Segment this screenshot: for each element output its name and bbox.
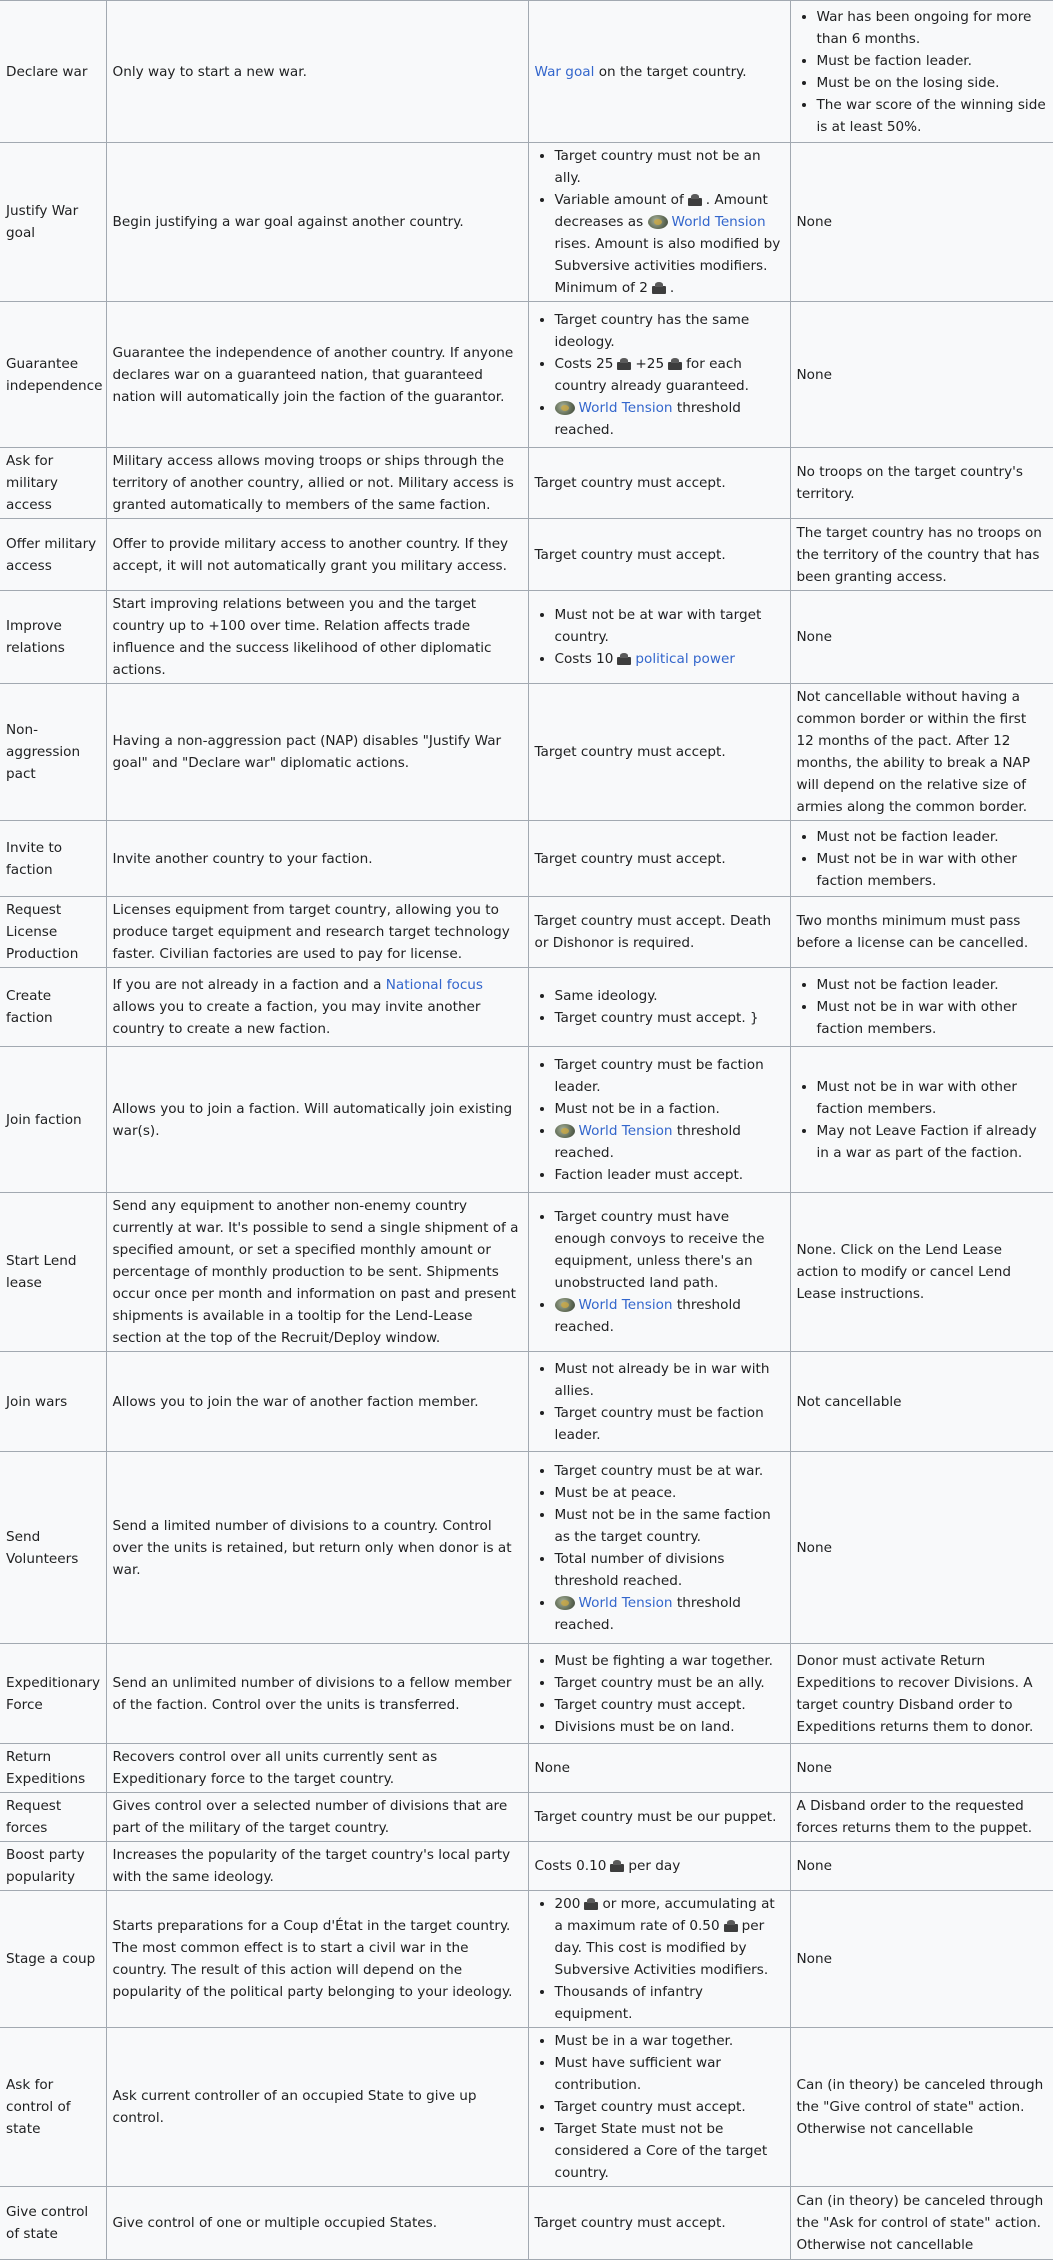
action-cell: Request forces	[0, 1793, 106, 1842]
list-item: • Target country must be at war.	[555, 1460, 784, 1482]
requirements-cell: Target country must accept.	[528, 448, 790, 519]
action-cell: Invite to faction	[0, 821, 106, 897]
list-item: • Target country must accept.	[555, 1694, 784, 1716]
political-power-icon	[723, 1919, 739, 1932]
world-tension-link[interactable]: World Tension	[578, 1122, 673, 1139]
requirements-cell	[528, 1891, 790, 2028]
national-focus-link[interactable]: National focus	[385, 977, 484, 993]
description-cell: Invite another country to your faction.	[106, 821, 528, 897]
table-row	[0, 143, 1053, 302]
action-cell: Start Lend lease	[0, 1193, 106, 1352]
cancel-cell: None	[790, 1452, 1053, 1644]
description-cell: If you are not already in a faction and a National focus allows you to create a faction, you may invite another country to create a new faction.	[106, 968, 528, 1047]
table-row	[0, 821, 1053, 897]
list-item: • World Tension threshold reached.	[555, 397, 784, 441]
table-row	[0, 684, 1053, 821]
table-row	[0, 1744, 1053, 1793]
world-tension-icon	[555, 401, 575, 415]
list-item: • Target State must not be considered a Core of the target country.	[555, 2118, 784, 2184]
war-goal-link[interactable]: War goal	[534, 63, 595, 80]
political-power-icon	[616, 652, 632, 665]
description-cell: Starts preparations for a Coup d'État in the target country. The most common effect is to start a civil war in the country. The result of this action will depend on the popularity of the political party belonging to your ideology.	[106, 1891, 528, 2028]
requirements-cell: Costs 0.10 per day	[528, 1842, 790, 1891]
requirements-cell: None	[528, 1744, 790, 1793]
requirements-cell: Target country must accept.	[528, 684, 790, 821]
list-item: • 200 or more, accumulating at a maximum rate of 0.50 per day. This cost is modified by Subversive Activities modifiers.	[555, 1893, 784, 1981]
list-item: • Same ideology.	[555, 985, 784, 1007]
cancel-cell: None. Click on the Lend Lease action to modify or cancel Lend Lease instructions.	[790, 1193, 1053, 1352]
list-item: • Must be faction leader.	[817, 50, 1048, 72]
description-cell: Licenses equipment from target country, allowing you to produce target equipment and research target technology faster. Civilian factories are used to pay for license.	[106, 897, 528, 968]
requirements-cell: Target country must accept.	[528, 519, 790, 591]
action-cell: Improve relations	[0, 591, 106, 684]
description-cell: Having a non-aggression pact (NAP) disables "Justify War goal" and "Declare war" diplomatic actions.	[106, 684, 528, 821]
table-row	[0, 1452, 1053, 1644]
table-row	[0, 519, 1053, 591]
table-row	[0, 1, 1053, 143]
table-row	[0, 1352, 1053, 1452]
list-item: • Thousands of infantry equipment.	[555, 1981, 784, 2025]
list-item: • Variable amount of . Amount decreases as World Tension rises. Amount is also modified by Subversive activities modifiers. Minimum of 2 .	[555, 189, 784, 299]
table-row	[0, 1891, 1053, 2028]
table-row	[0, 1047, 1053, 1193]
cancel-cell: Not cancellable without having a common border or within the first 12 months of the pact. After 12 months, the ability to break a NAP will depend on the relative size of armies along the common border.	[790, 684, 1053, 821]
list-item: • Target country must accept.	[555, 2096, 784, 2118]
political-power-icon	[609, 1859, 625, 1872]
cancel-cell: Not cancellable	[790, 1352, 1053, 1452]
world-tension-link[interactable]: World Tension	[671, 214, 766, 230]
description-cell: Ask current controller of an occupied State to give up control.	[106, 2028, 528, 2187]
action-cell: Declare war	[0, 1, 106, 143]
list-item: • Faction leader must accept.	[555, 1164, 784, 1186]
world-tension-icon	[555, 1124, 575, 1138]
cancel-cell: None	[790, 302, 1053, 448]
table-row	[0, 302, 1053, 448]
requirements-cell: Target country must accept.	[528, 821, 790, 897]
list-item: • May not Leave Faction if already in a war as part of the faction.	[817, 1120, 1048, 1164]
action-cell: Return Expeditions	[0, 1744, 106, 1793]
cancel-cell: Can (in theory) be canceled through the "Give control of state" action. Otherwise not cancellable	[790, 2028, 1053, 2187]
action-cell: Join wars	[0, 1352, 106, 1452]
action-cell: Stage a coup	[0, 1891, 106, 2028]
cancel-cell: None	[790, 143, 1053, 302]
action-cell: Non-aggression pact	[0, 684, 106, 821]
world-tension-icon	[648, 215, 668, 229]
world-tension-icon	[555, 1298, 575, 1312]
list-item: • Must be on the losing side.	[817, 72, 1048, 94]
list-item: • Must not already be in war with allies.	[555, 1358, 784, 1402]
requirements-cell: Target country must be our puppet.	[528, 1793, 790, 1842]
description-cell: Send an unlimited number of divisions to a fellow member of the faction. Control over the units is transferred.	[106, 1644, 528, 1744]
description-cell: Guarantee the independence of another country. If anyone declares war on a guaranteed nation, that guaranteed nation will automatically join the faction of the guarantor.	[106, 302, 528, 448]
list-item: • Target country must be faction leader.	[555, 1054, 784, 1098]
list-item: • Target country must be an ally.	[555, 1672, 784, 1694]
requirements-cell	[528, 1452, 790, 1644]
description-cell: Start improving relations between you and the target country up to +100 over time. Relation affects trade influence and the success likelihood of other diplomatic actions.	[106, 591, 528, 684]
list-item: • World Tension threshold reached.	[555, 1592, 784, 1636]
requirements-cell	[528, 2028, 790, 2187]
political-power-icon	[616, 357, 632, 370]
list-item: • War has been ongoing for more than 6 months.	[817, 6, 1048, 50]
table-row	[0, 2187, 1053, 2260]
list-item: • The war score of the winning side is at least 50%.	[817, 94, 1048, 138]
description-cell: Send any equipment to another non-enemy country currently at war. It's possible to send a single shipment of a specified amount, or set a specified monthly amount or percentage of monthly production to be sent. Shipments occur once per month and information on past and present shipments is available in a tooltip for the Lend-Lease section at the top of the Recruit/Deploy window.	[106, 1193, 528, 1352]
description-cell: Military access allows moving troops or ships through the territory of another country, allied or not. Military access is granted automatically to members of the same faction.	[106, 448, 528, 519]
description-cell: Give control of one or multiple occupied States.	[106, 2187, 528, 2260]
list-item: • Must be in a war together.	[555, 2030, 784, 2052]
list-item: • Costs 25 +25 for each country already guaranteed.	[555, 353, 784, 397]
description-cell: Recovers control over all units currently sent as Expeditionary force to the target country.	[106, 1744, 528, 1793]
list-item: • Must not be at war with target country.	[555, 604, 784, 648]
list-item: • Must be at peace.	[555, 1482, 784, 1504]
cancel-cell: None	[790, 591, 1053, 684]
political-power-icon	[583, 1897, 599, 1910]
cancel-cell: None	[790, 1891, 1053, 2028]
cancel-cell: None	[790, 1842, 1053, 1891]
requirements-cell	[528, 143, 790, 302]
table-row	[0, 1644, 1053, 1744]
cancel-cell: None	[790, 1744, 1053, 1793]
description-cell: Allows you to join the war of another faction member.	[106, 1352, 528, 1452]
list-item: • Must not be faction leader.	[817, 974, 1048, 996]
list-item: • Must not be in the same faction as the target country.	[555, 1504, 784, 1548]
cancel-cell: Two months minimum must pass before a license can be cancelled.	[790, 897, 1053, 968]
list-item: • Must not be in war with other faction members.	[817, 848, 1048, 892]
table-row	[0, 2028, 1053, 2187]
requirements-cell	[528, 1193, 790, 1352]
requirements-cell: Target country must accept. Death or Dishonor is required.	[528, 897, 790, 968]
description-cell: Begin justifying a war goal against another country.	[106, 143, 528, 302]
description-cell: Increases the popularity of the target country's local party with the same ideology.	[106, 1842, 528, 1891]
requirements-cell	[528, 302, 790, 448]
description-cell: Send a limited number of divisions to a country. Control over the units is retained, but return only when donor is at war.	[106, 1452, 528, 1644]
action-cell: Ask for control of state	[0, 2028, 106, 2187]
cancel-cell: A Disband order to the requested forces returns them to the puppet.	[790, 1793, 1053, 1842]
list-item: • Must not be in war with other faction members.	[817, 1076, 1048, 1120]
list-item: • World Tension threshold reached.	[555, 1120, 784, 1164]
requirements-cell: Target country must accept.	[528, 2187, 790, 2260]
list-item: • Divisions must be on land.	[555, 1716, 784, 1738]
list-item: • Must have sufficient war contribution.	[555, 2052, 784, 2096]
list-item: • Target country must have enough convoys to receive the equipment, unless there's an unobstructed land path.	[555, 1206, 784, 1294]
list-item: • Must not be in a faction.	[555, 1098, 784, 1120]
action-cell: Justify War goal	[0, 143, 106, 302]
action-cell: Join faction	[0, 1047, 106, 1193]
world-tension-link[interactable]: World Tension	[578, 1594, 673, 1611]
political-power-icon	[651, 281, 667, 294]
description-cell: Gives control over a selected number of divisions that are part of the military of the target country.	[106, 1793, 528, 1842]
list-item: • Must be fighting a war together.	[555, 1650, 784, 1672]
action-cell: Request License Production	[0, 897, 106, 968]
action-cell: Send Volunteers	[0, 1452, 106, 1644]
table-row	[0, 1193, 1053, 1352]
cancel-cell	[790, 1047, 1053, 1193]
list-item: • Costs 10 political power	[555, 648, 784, 670]
requirements-cell	[528, 968, 790, 1047]
list-item: • Target country must not be an ally.	[555, 145, 784, 189]
action-cell: Expeditionary Force	[0, 1644, 106, 1744]
table-row	[0, 591, 1053, 684]
cancel-cell	[790, 1, 1053, 143]
table-row	[0, 1842, 1053, 1891]
requirements-cell	[528, 1047, 790, 1193]
world-tension-link[interactable]: World Tension	[578, 399, 673, 416]
list-item: • Total number of divisions threshold reached.	[555, 1548, 784, 1592]
world-tension-icon	[555, 1596, 575, 1610]
political-power-link[interactable]: political power	[635, 651, 735, 667]
action-cell: Offer military access	[0, 519, 106, 591]
cancel-cell: The target country has no troops on the territory of the country that has been granting access.	[790, 519, 1053, 591]
action-cell: Give control of state	[0, 2187, 106, 2260]
requirements-cell	[528, 1644, 790, 1744]
cancel-cell	[790, 821, 1053, 897]
cancel-cell: No troops on the target country's territory.	[790, 448, 1053, 519]
requirements-cell	[528, 1352, 790, 1452]
description-cell: Offer to provide military access to another country. If they accept, it will not automatically grant you military access.	[106, 519, 528, 591]
table-row	[0, 968, 1053, 1047]
political-power-icon	[667, 357, 683, 370]
description-cell: Only way to start a new war.	[106, 1, 528, 143]
world-tension-link[interactable]: World Tension	[578, 1297, 673, 1313]
requirements-cell: War goal on the target country.	[528, 1, 790, 143]
description-cell: Allows you to join a faction. Will automatically join existing war(s).	[106, 1047, 528, 1193]
list-item: • Target country has the same ideology.	[555, 309, 784, 353]
action-cell: Boost party popularity	[0, 1842, 106, 1891]
list-item: • Must not be faction leader.	[817, 826, 1048, 848]
cancel-cell: Donor must activate Return Expeditions to recover Divisions. A target country Disband order to Expeditions returns them to donor.	[790, 1644, 1053, 1744]
table-row	[0, 1793, 1053, 1842]
action-cell: Create faction	[0, 968, 106, 1047]
requirements-cell	[528, 591, 790, 684]
cancel-cell	[790, 968, 1053, 1047]
list-item: • World Tension threshold reached.	[555, 1294, 784, 1338]
action-cell: Ask for military access	[0, 448, 106, 519]
cancel-cell: Can (in theory) be canceled through the "Ask for control of state" action. Otherwise not cancellable	[790, 2187, 1053, 2260]
action-cell: Guarantee independence	[0, 302, 106, 448]
table-row	[0, 448, 1053, 519]
list-item: • Target country must accept. }	[555, 1007, 784, 1029]
political-power-icon	[687, 193, 703, 206]
list-item: • Must not be in war with other faction members.	[817, 996, 1048, 1040]
list-item: • Target country must be faction leader.	[555, 1402, 784, 1446]
table-row	[0, 897, 1053, 968]
